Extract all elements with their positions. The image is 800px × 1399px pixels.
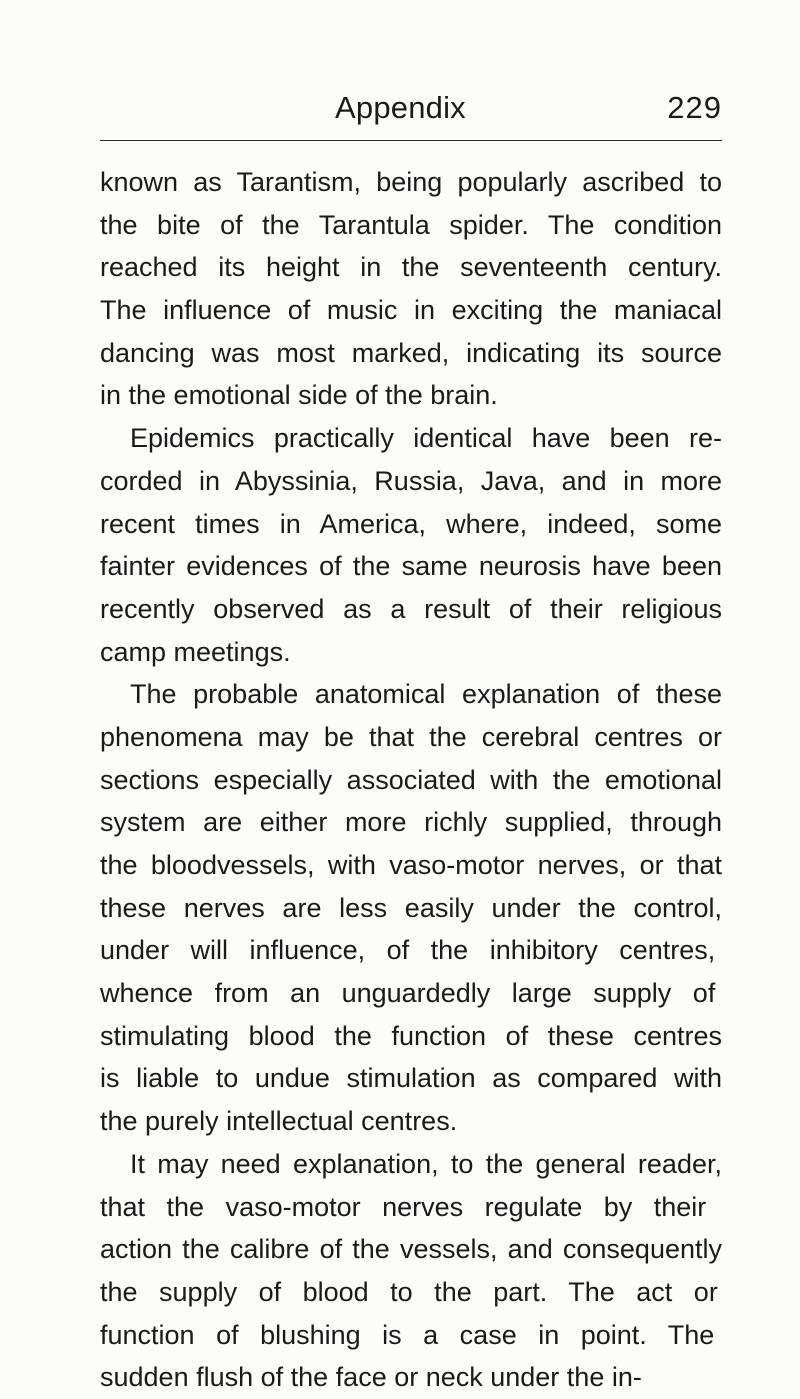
text-line: the bite of the Tarantula spider. The condition — [100, 209, 722, 240]
text-line: The influence of music in exciting the maniacal — [100, 295, 722, 326]
text-line: fainter evidences of the same neurosis have been — [100, 551, 722, 582]
text-line: whence from an unguardedly large supply of — [100, 978, 716, 1009]
page-number: 229 — [667, 90, 722, 125]
text-line: The probable anatomical explanation of these — [130, 679, 722, 710]
text-line: stimulating blood the function of these centres — [100, 1020, 722, 1051]
text-line: function of blushing is a case in point. The — [100, 1319, 715, 1350]
text-line: dancing was most marked, indicating its source — [100, 337, 722, 368]
text-line: these nerves are less easily under the control, — [100, 892, 722, 923]
text-line: sections especially associated with the emotional — [100, 764, 722, 795]
text-line: the purely intellectual centres. — [100, 1106, 458, 1137]
text-line: camp meetings. — [100, 636, 291, 667]
text-line: the supply of blood to the part. The act or — [100, 1276, 718, 1307]
text-line: corded in Abyssinia, Russia, Java, and in more — [100, 465, 722, 496]
text-line: action the calibre of the vessels, and consequently — [100, 1234, 722, 1265]
text-line: sudden flush of the face or neck under the in- — [100, 1362, 642, 1393]
text-line: in the emotional side of the brain. — [100, 380, 498, 411]
text-line: It may need explanation, to the general reader, — [130, 1148, 722, 1179]
text-line: Epidemics practically identical have been re- — [130, 423, 722, 454]
header-rule — [100, 140, 722, 141]
text-line: phenomena may be that the cerebral centres or — [100, 721, 722, 752]
text-line: reached its height in the seventeenth century. — [100, 252, 722, 283]
text-line: recent times in America, where, indeed, some — [100, 508, 722, 539]
text-line: system are either more richly supplied, through — [100, 807, 722, 838]
text-line: the bloodvessels, with vaso-motor nerves, or that — [100, 850, 722, 880]
text-line: known as Tarantism, being popularly ascribed to — [100, 167, 722, 197]
text-line: under will influence, of the inhibitory centres, — [100, 935, 716, 966]
running-head — [100, 88, 722, 132]
text-line: that the vaso-motor nerves regulate by their — [100, 1191, 707, 1222]
text-line: is liable to undue stimulation as compared with — [100, 1063, 722, 1094]
running-head-title: Appendix — [335, 90, 466, 125]
body-text — [100, 161, 740, 1399]
text-line: recently observed as a result of their religious — [100, 593, 722, 624]
